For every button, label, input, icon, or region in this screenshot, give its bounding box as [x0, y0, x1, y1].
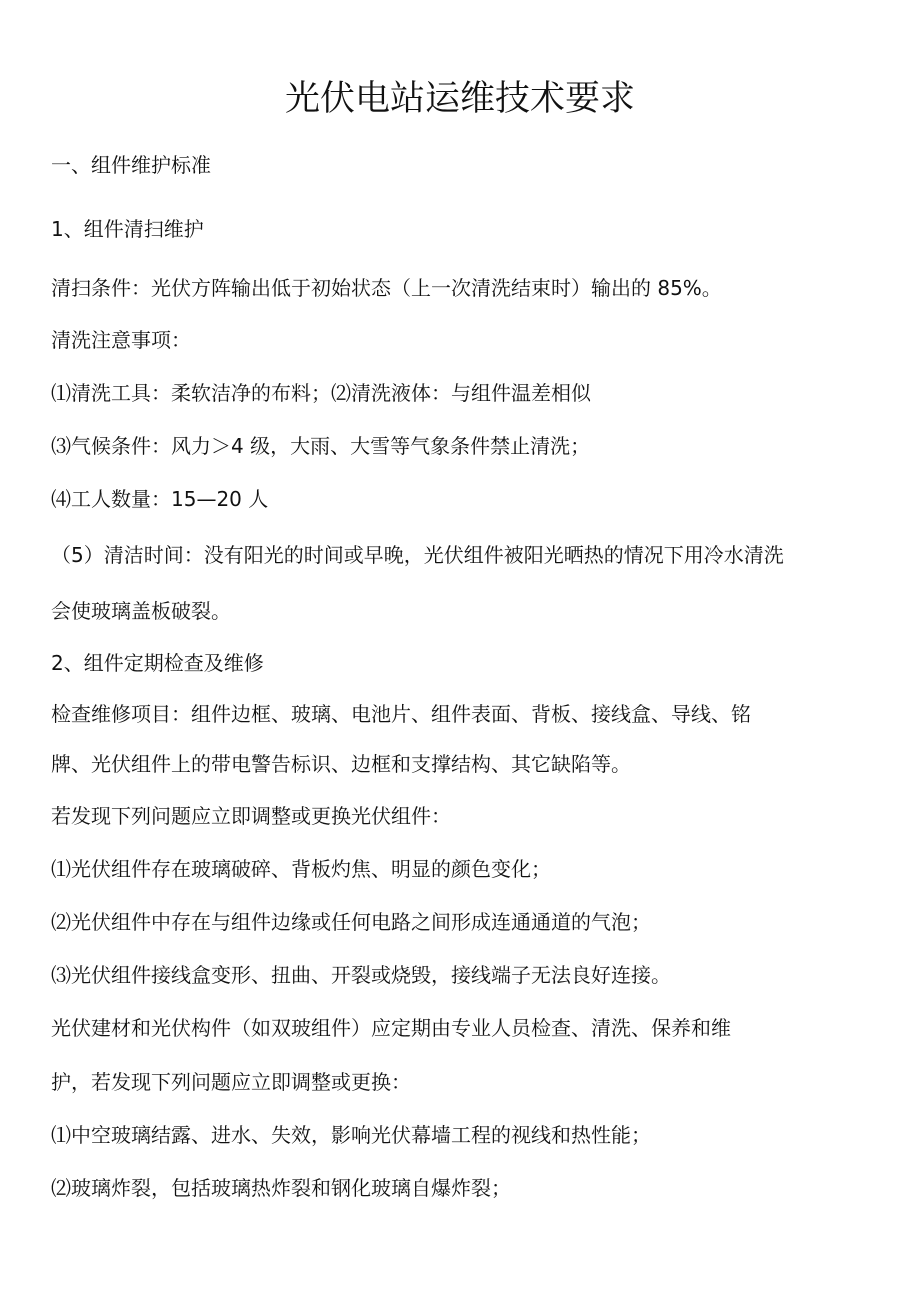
- paragraph-line: 牌、光伏组件上的带电警告标识、边框和支撑结构、其它缺陷等。: [51, 752, 631, 776]
- list-item: （5）清洁时间：没有阳光的时间或早晚，光伏组件被阳光晒热的情况下用冷水清洗: [51, 543, 784, 567]
- paragraph-line: 清扫条件：光伏方阵输出低于初始状态（上一次清洗结束时）输出的 85%。: [51, 276, 722, 300]
- list-item: ⑷工人数量：15—20 人: [51, 487, 269, 511]
- paragraph-line: 护，若发现下列问题应立即调整或更换：: [51, 1070, 411, 1094]
- paragraph-line: 检查维修项目：组件边框、玻璃、电池片、组件表面、背板、接线盒、导线、铭: [51, 702, 751, 726]
- list-item: ⑴光伏组件存在玻璃破碎、背板灼焦、明显的颜色变化；: [51, 857, 551, 881]
- paragraph-line: 若发现下列问题应立即调整或更换光伏组件：: [51, 804, 451, 828]
- subsection-heading: 1、组件清扫维护: [51, 217, 204, 241]
- subsection-heading: 2、组件定期检查及维修: [51, 651, 264, 675]
- list-item: ⑶光伏组件接线盒变形、扭曲、开裂或烧毁，接线端子无法良好连接。: [51, 963, 671, 987]
- list-item: ⑴中空玻璃结露、进水、失效，影响光伏幕墙工程的视线和热性能；: [51, 1123, 651, 1147]
- paragraph-line: 会使玻璃盖板破裂。: [51, 599, 231, 623]
- section-heading: 一、组件维护标准: [51, 153, 211, 177]
- list-item: ⑴清洗工具：柔软洁净的布料；⑵清洗液体：与组件温差相似: [51, 381, 591, 405]
- paragraph-line: 光伏建材和光伏构件（如双玻组件）应定期由专业人员检查、清洗、保养和维: [51, 1016, 731, 1040]
- list-item: ⑵玻璃炸裂，包括玻璃热炸裂和钢化玻璃自爆炸裂；: [51, 1176, 511, 1200]
- list-item: ⑵光伏组件中存在与组件边缘或任何电路之间形成连通通道的气泡；: [51, 910, 651, 934]
- list-item: ⑶气候条件：风力＞4 级，大雨、大雪等气象条件禁止清洗；: [51, 434, 591, 458]
- paragraph-line: 清洗注意事项：: [51, 328, 191, 352]
- page-title: 光伏电站运维技术要求: [284, 79, 635, 119]
